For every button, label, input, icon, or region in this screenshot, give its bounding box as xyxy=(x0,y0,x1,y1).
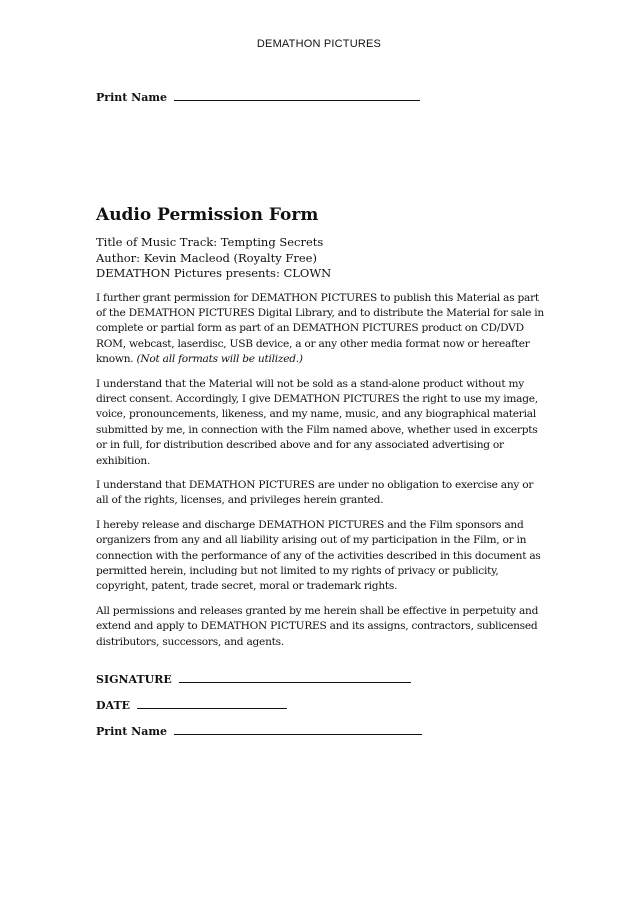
track-author: Author: Kevin Macleod (Royalty Free) xyxy=(96,250,317,265)
paragraph-release-liability: I hereby release and discharge DEMATHON PICTURES and the Film sponsors and organizers from any and all liability arising out of my participation in the Film, or in connection with the performance of any of the activities described in this document as permitted herein, including but not limited to my rights of privacy or publicity, copyright, patent, trade secret, moral or trademark rights. xyxy=(96,518,541,593)
paragraph-usage-consent: I understand that the Material will not be sold as a stand-alone product without my direct consent. Accordingly, I give DEMATHON PICTURES the right to use my image, voice, pronouncements, likeness, and my name, music, and any biographical material submitted by me, in connection with the Film named above, whether used in excerpts or in full, for distribution described above and for any associated advertising or exhibition. xyxy=(96,377,538,467)
top-print-name-field xyxy=(96,90,548,104)
bottom-print-name-label: Print Name xyxy=(96,725,167,738)
date-line[interactable] xyxy=(137,698,287,709)
page-header: DEMATHON PICTURES xyxy=(256,38,382,50)
paragraph-perpetuity: All permissions and releases granted by me herein shall be effective in perpetuity and extend and apply to DEMATHON PICTURES and its assigns, contractors, sublicensed distributors, successors, and agents. xyxy=(96,604,539,648)
form-title: Audio Permission Form xyxy=(96,205,319,225)
form-body xyxy=(96,205,548,659)
print-name-label: Print Name xyxy=(96,91,167,104)
signature-block xyxy=(96,672,548,738)
signature-field xyxy=(96,672,548,686)
film-presents: DEMATHON Pictures presents: CLOWN xyxy=(96,266,332,280)
paragraph-publishing-permission xyxy=(96,291,548,368)
track-info xyxy=(96,235,548,282)
paragraph-no-obligation: I understand that DEMATHON PICTURES are under no obligation to exercise any or all of the rights, licenses, and privileges herein granted. xyxy=(96,478,534,507)
bottom-print-name-line[interactable] xyxy=(174,724,422,735)
paragraph-publishing-text: I further grant permission for DEMATHON PICTURES to publish this Material as part of the DEMATHON PICTURES Digital Library, and to distribute the Material for sale in complete or partial form as part of an DEMATHON PICTURES product on CD/DVD ROM, webcast, laserdisc, USB device, a or any other media format now or hereafter known. xyxy=(96,291,544,366)
track-title: Title of Music Track: Tempting Secrets xyxy=(96,235,324,249)
bottom-print-name-field xyxy=(96,724,548,738)
signature-label: SIGNATURE xyxy=(96,673,172,686)
date-field xyxy=(96,698,548,712)
print-name-line[interactable] xyxy=(174,90,420,101)
paragraph-formats-note: (Not all formats will be utilized.) xyxy=(136,353,303,366)
signature-line[interactable] xyxy=(179,672,411,683)
date-label: DATE xyxy=(96,699,131,712)
